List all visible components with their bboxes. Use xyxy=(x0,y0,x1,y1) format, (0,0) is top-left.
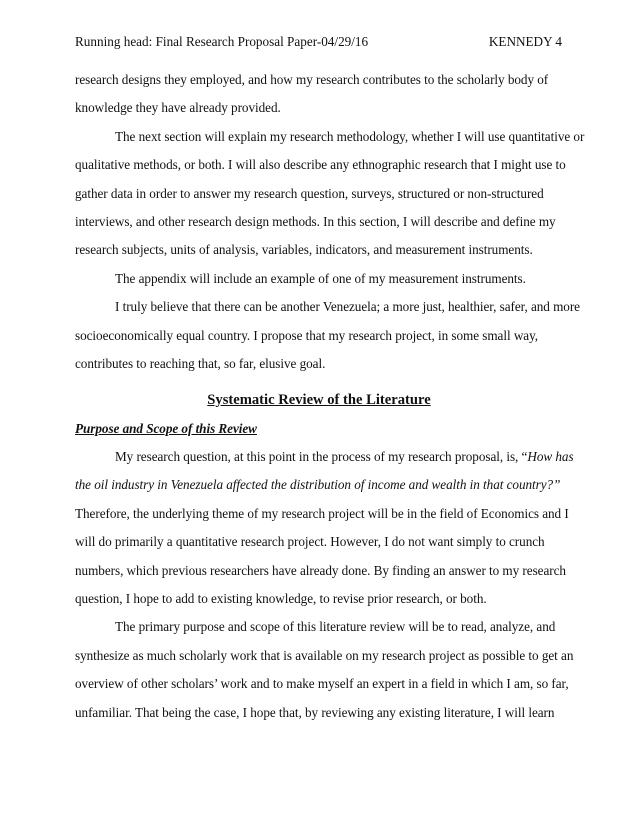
text-line: qualitative methods, or both. I will also describe any ethnographic research that I might use to xyxy=(75,157,566,173)
text-line: research subjects, units of analysis, variables, indicators, and measurement instruments. xyxy=(75,242,533,258)
document-body xyxy=(75,72,585,733)
running-head: Running head: Final Research Proposal Paper-04/29/16 xyxy=(75,34,369,49)
text-line: The primary purpose and scope of this literature review will be to read, analyze, and xyxy=(115,619,556,635)
section-heading: Systematic Review of the Literature xyxy=(207,392,431,409)
text-line: The next section will explain my research methodology, whether I will use quantitative or xyxy=(115,128,585,144)
text-line: unfamiliar. That being the case, I hope that, by reviewing any existing literature, I will learn xyxy=(75,704,555,720)
research-question-line: the oil industry in Venezuela affected the distribution of income and wealth in that country?” xyxy=(75,477,561,493)
subsection-heading: Purpose and Scope of this Review xyxy=(75,420,257,436)
text-span: My research question, at this point in the process of my research proposal, is, “ xyxy=(115,449,528,465)
text-line: The appendix will include an example of one of my measurement instruments. xyxy=(115,270,526,286)
text-line xyxy=(75,449,574,477)
text-line: overview of other scholars’ work and to make myself an expert in a field in which I am, so far, xyxy=(75,676,569,692)
text-line: question, I hope to add to existing knowledge, to revise prior research, or both. xyxy=(75,591,487,607)
page-header xyxy=(75,34,562,50)
text-line: knowledge they have already provided. xyxy=(75,100,281,116)
text-line: Therefore, the underlying theme of my research project will be in the field of Economics and I xyxy=(75,505,569,521)
text-line: gather data in order to answer my research question, surveys, structured or non-structured xyxy=(75,185,544,201)
research-question-italic: How has xyxy=(527,449,574,465)
text-line: interviews, and other research design methods. In this section, I will describe and define my xyxy=(75,213,556,229)
page-number-label: KENNEDY 4 xyxy=(488,34,562,49)
text-line: research designs they employed, and how my research contributes to the scholarly body of xyxy=(75,72,549,87)
text-line: contributes to reaching that, so far, elusive goal. xyxy=(75,355,326,371)
text-line: will do primarily a quantitative research project. However, I do not want simply to crunch xyxy=(75,534,545,550)
text-line: I truly believe that there can be another Venezuela; a more just, healthier, safer, and more xyxy=(115,299,580,315)
text-line: socioeconomically equal country. I propose that my research project, in some small way, xyxy=(75,327,539,343)
text-line: numbers, which previous researchers have already done. By finding an answer to my research xyxy=(75,562,566,578)
text-line: synthesize as much scholarly work that is available on my research project as possible to get an xyxy=(75,647,574,663)
